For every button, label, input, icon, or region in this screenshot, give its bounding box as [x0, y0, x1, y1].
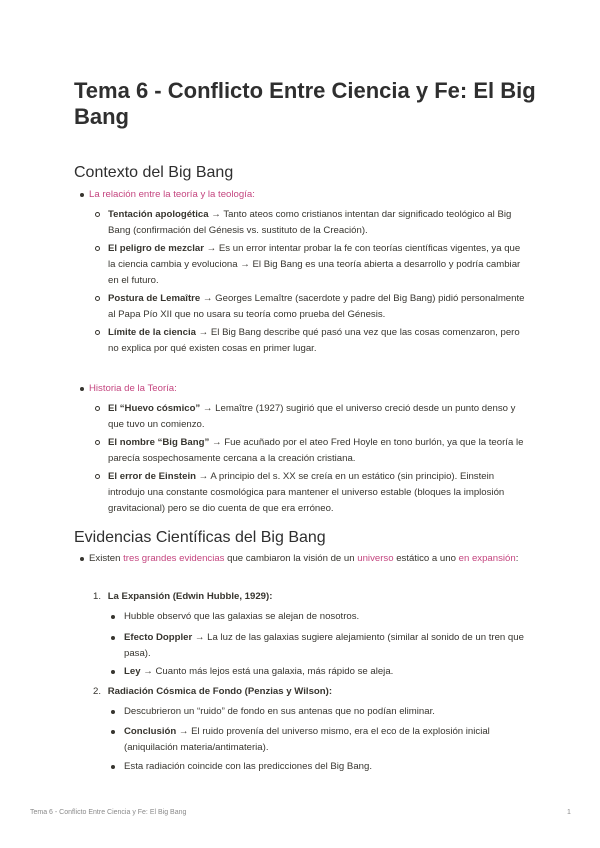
list-item [95, 207, 525, 239]
list-item [111, 630, 525, 662]
item-number: 2. [93, 686, 102, 697]
bullet-dot [111, 670, 115, 674]
list-item [95, 401, 525, 433]
item-text: → Tanto ateos como cristianos intentan dar significado teológico al Big Bang (confirmación del Génesis vs. sustituto de la Creación). [108, 209, 512, 236]
bullet-ring [95, 474, 100, 479]
bullet-ring [95, 406, 100, 411]
item-text: → A principio del s. XX se creía en un estático (sin principio). Einstein introdujo una constante cosmológica para mantener el universo estable (bloques la implosión gravitacional) pero se dio cuenta de que era erróneo. [108, 471, 505, 514]
list-item [95, 469, 525, 517]
item-text: → El Big Bang describe qué pasó una vez que las cosas comenzaron, pero no explica por qué existen cosas en primer lugar. [108, 327, 520, 354]
bullet-dot [80, 387, 84, 391]
item-term: Postura de Lemaître [108, 293, 201, 304]
item-term: Tentación apologética [108, 209, 209, 220]
page-footer: Tema 6 - Conflicto Entre Ciencia y Fe: El Big Bang [30, 809, 187, 816]
item-text: Descubrieron un “ruido” de fondo en sus antenas que no podían eliminar. [124, 706, 435, 717]
list-item [95, 291, 525, 323]
numbered-item-radiacion [93, 684, 332, 700]
item-term: El nombre “Big Bang” [108, 437, 210, 448]
highlight-text: en expansión [458, 553, 516, 564]
list-item [111, 724, 525, 756]
item-term: Límite de la ciencia [108, 327, 196, 338]
bullet-ring [95, 296, 100, 301]
intro-paragraph [80, 551, 526, 567]
bullet-dot [111, 636, 115, 640]
bullet-ring [95, 330, 100, 335]
item-term: El peligro de mezclar [108, 243, 204, 254]
group-label: La relación entre la teoría y la teología: [89, 189, 255, 200]
bullet-ring [95, 212, 100, 217]
list-item [111, 609, 525, 625]
item-term: El “Huevo cósmico” [108, 403, 201, 414]
item-term: Conclusión [124, 726, 177, 737]
bullet-ring [95, 440, 100, 445]
intro-text: que cambiaron la visión de un [224, 553, 358, 564]
list-item [111, 704, 525, 720]
item-text: → Es un error intentar probar la fe con teorías científicas vigentes, ya que la ciencia cambia y evoluciona → El Big Bang es una teoría abierta a desarrollo y podría cambiar en el futuro. [108, 243, 521, 286]
highlight-text: tres grandes evidencias [123, 553, 225, 564]
intro-text: estático a uno [393, 553, 459, 564]
numbered-label: La Expansión (Edwin Hubble, 1929): [107, 591, 273, 602]
page-title: Tema 6 - Conflicto Entre Ciencia y Fe: El Big Bang [74, 78, 536, 129]
numbered-item-expansion [93, 589, 272, 605]
list-item [111, 759, 525, 775]
item-text: → El ruido provenía del universo mismo, era el eco de la explosión inicial (aniquilación materia/antimateria). [124, 726, 490, 753]
intro-text: : [515, 553, 519, 564]
bullet-dot [111, 765, 115, 769]
bullet-dot [80, 193, 84, 197]
group-label: Historia de la Teoría: [89, 383, 177, 394]
item-text: Hubble observó que las galaxias se alejan de nosotros. [124, 611, 360, 622]
item-number: 1. [93, 591, 102, 602]
item-term: El error de Einstein [108, 471, 196, 482]
item-text: → La luz de las galaxias sugiere alejamiento (similar al sonido de un tren que pasa). [124, 632, 524, 659]
intro-text: Existen [89, 553, 124, 564]
list-item [95, 241, 525, 289]
bullet-dot [111, 730, 115, 734]
bullet-dot [111, 710, 115, 714]
list-item [111, 664, 525, 680]
item-term: Ley [124, 666, 141, 677]
list-item [95, 325, 525, 357]
item-text: → Lemaître (1927) sugirió que el universo creció desde un punto denso y que tuvo un comienzo. [108, 403, 516, 430]
item-text: → Georges Lemaître (sacerdote y padre del Big Bang) pidió personalmente al Papa Pío XII que no usara su teoría como prueba del Génesis. [108, 293, 525, 320]
page-number: 1 [567, 809, 571, 816]
bullet-dot [80, 557, 84, 561]
numbered-label: Radiación Cósmica de Fondo (Penzias y Wilson): [107, 686, 333, 697]
item-text: Esta radiación coincide con las predicciones del Big Bang. [124, 761, 372, 772]
bullet-ring [95, 246, 100, 251]
highlight-text: universo [357, 553, 394, 564]
item-text: → Cuanto más lejos está una galaxia, más rápido se aleja. [140, 666, 394, 677]
list-item [95, 435, 525, 467]
section-heading-contexto: Contexto del Big Bang [74, 164, 234, 181]
item-term: Efecto Doppler [124, 632, 193, 643]
item-text: → Fue acuñado por el ateo Fred Hoyle en tono burlón, ya que la teoría le parecía sospechosamente cercana a la creación cristiana. [108, 437, 524, 464]
bullet-dot [111, 615, 115, 619]
section-heading-evidencias: Evidencias Científicas del Big Bang [74, 529, 326, 546]
